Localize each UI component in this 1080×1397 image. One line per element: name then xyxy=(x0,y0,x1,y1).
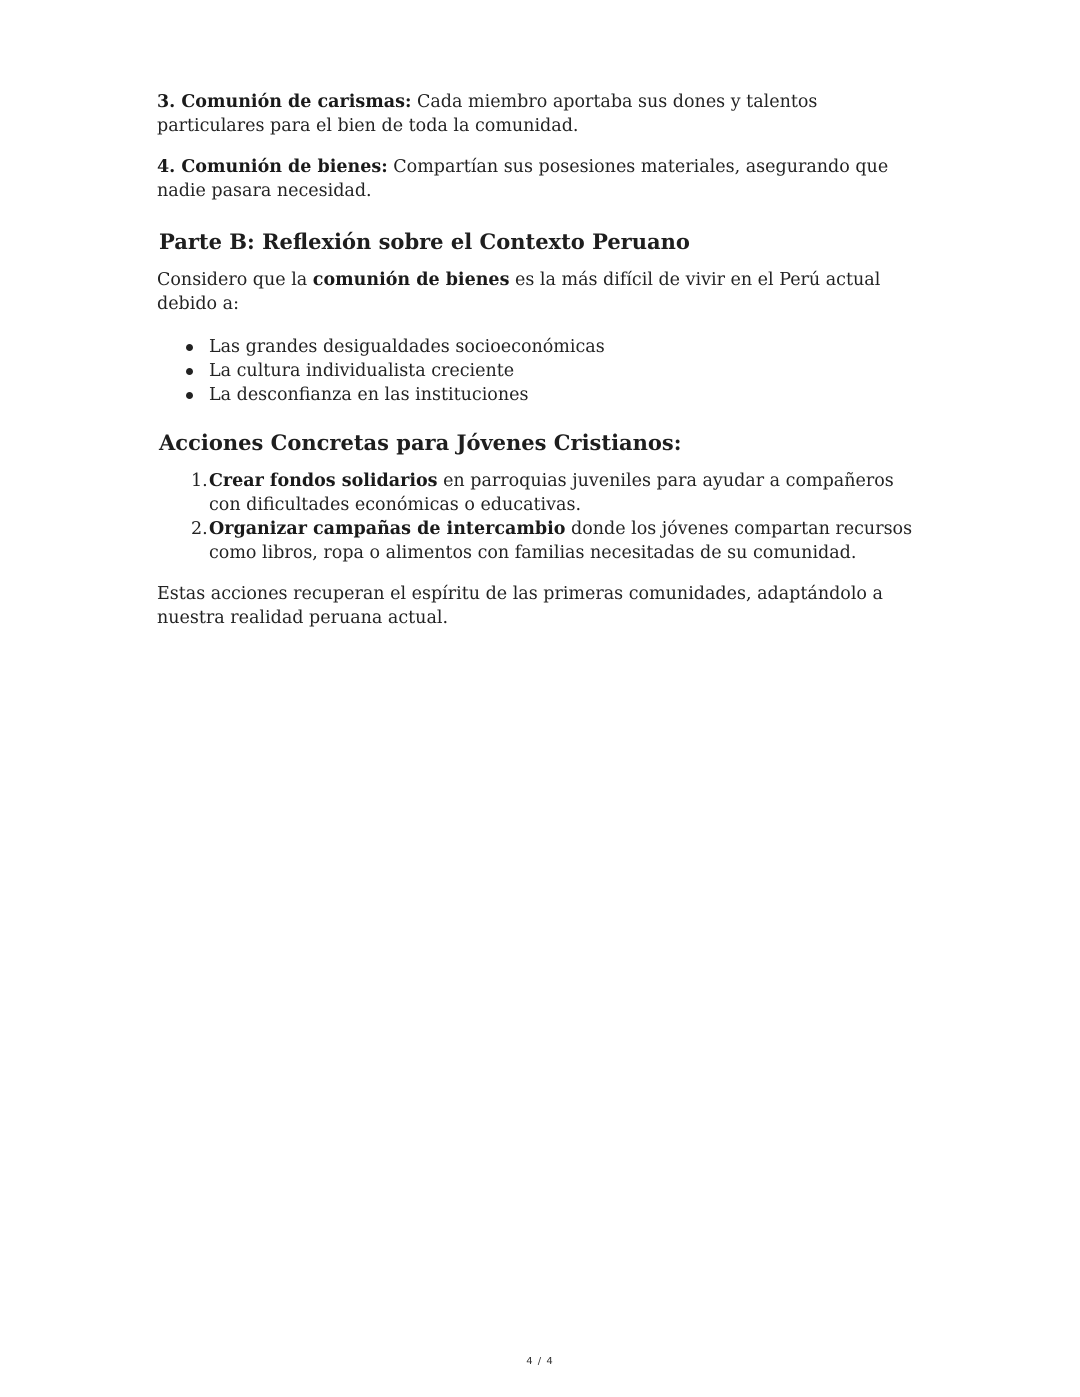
paragraph-comunion-bienes xyxy=(157,155,927,203)
list-item-bold: Organizar campañas de intercambio xyxy=(209,519,566,539)
list-number: 2. xyxy=(191,519,208,539)
intro-bold: comunión de bienes xyxy=(312,270,510,290)
bullet-list xyxy=(157,335,927,407)
intro-text: Considero que la xyxy=(157,270,313,290)
list-item-bold: Crear fondos solidarios xyxy=(209,471,438,491)
list-item xyxy=(209,383,927,407)
heading-parte-b: Parte B: Reflexión sobre el Contexto Peruano xyxy=(159,229,690,254)
list-item-text: en parroquias juveniles para ayudar a compañeros con dificultades económicas o educativas. xyxy=(209,471,894,515)
numbered-list xyxy=(157,469,927,565)
bullet-icon xyxy=(186,392,193,399)
list-item xyxy=(191,517,927,565)
intro-text: es la más difícil de vivir en el Perú actual debido a: xyxy=(157,270,881,314)
paragraph-intro xyxy=(157,268,927,316)
bullet-icon xyxy=(186,344,193,351)
paragraph-text: Cada miembro aportaba sus dones y talentos particulares para el bien de toda la comunidad. xyxy=(157,92,818,136)
paragraph-comunion-carismas xyxy=(157,90,927,138)
paragraph-title: 4. Comunión de bienes: xyxy=(157,157,388,177)
bullet-icon xyxy=(186,368,193,375)
list-item-text: La cultura individualista creciente xyxy=(209,361,515,381)
document-page xyxy=(157,90,927,630)
list-item-text: donde los jóvenes compartan recursos como libros, ropa o alimentos con familias necesitadas de su comunidad. xyxy=(209,519,913,563)
list-item xyxy=(209,359,927,383)
paragraph-closing: Estas acciones recuperan el espíritu de las primeras comunidades, adaptándolo a nuestra realidad peruana actual. xyxy=(157,584,883,628)
heading-acciones: Acciones Concretas para Jóvenes Cristianos: xyxy=(159,430,682,455)
list-item xyxy=(209,335,927,359)
list-number: 1. xyxy=(191,471,208,491)
list-item-text: Las grandes desigualdades socioeconómicas xyxy=(209,337,605,357)
paragraph-title: 3. Comunión de carismas: xyxy=(157,92,412,112)
page-number: 4 / 4 xyxy=(526,1356,554,1367)
paragraph-text: Compartían sus posesiones materiales, asegurando que nadie pasara necesidad. xyxy=(157,157,889,201)
list-item-text: La desconfianza en las instituciones xyxy=(209,385,529,405)
list-item xyxy=(191,469,927,517)
